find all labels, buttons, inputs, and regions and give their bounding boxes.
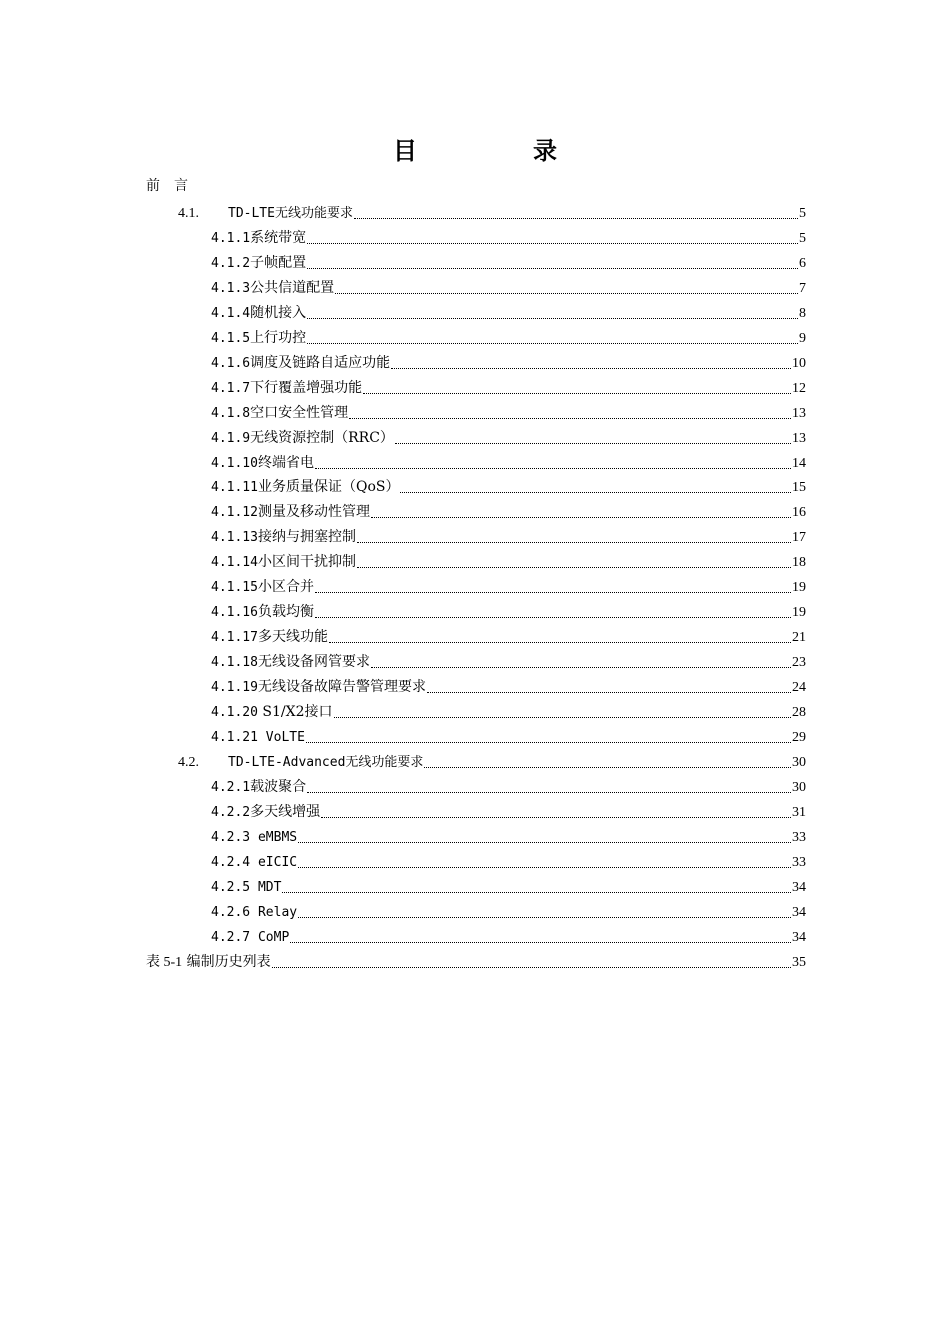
toc-entry[interactable] (211, 525, 806, 547)
dot-leader (307, 242, 798, 244)
toc-entry-number: 4.2.7 (211, 929, 251, 945)
toc-entry-label (146, 953, 271, 972)
toc-entry-title: MDT (250, 879, 282, 895)
dot-leader (427, 691, 791, 693)
toc-entry[interactable] (211, 850, 806, 872)
toc-title: 目 录 (393, 137, 603, 165)
toc-entry-title: 小区合并 (257, 579, 314, 596)
toc-entry-page-number: 9 (799, 330, 806, 346)
toc-entry-title: 多天线功能 (257, 629, 328, 646)
dot-leader (315, 616, 791, 618)
toc-entry[interactable] (211, 600, 806, 622)
toc-entry-number: 4.2.3 (211, 829, 251, 845)
toc-entry-title: TD-LTE无线功能要求 (228, 206, 353, 221)
toc-entry-number: 4.1.21 (211, 729, 258, 745)
toc-entry-label (211, 653, 370, 672)
toc-entry[interactable] (211, 875, 806, 897)
toc-entry-page-number: 13 (792, 405, 806, 421)
toc-entry-page-number: 29 (792, 729, 806, 745)
toc-entry-number: 表 5-1 (146, 954, 183, 970)
toc-entry-label (211, 603, 314, 622)
toc-entry[interactable] (211, 475, 806, 497)
toc-entry-title: S1/X2接口 (257, 704, 333, 720)
dot-leader (321, 816, 791, 818)
dot-leader (329, 641, 791, 643)
toc-entry-number: 4.1.12 (211, 505, 258, 521)
toc-entry-number: 4.1.5 (211, 330, 251, 346)
toc-entry[interactable] (211, 925, 806, 947)
dot-leader (334, 716, 791, 718)
toc-entry-number: 4.2.1 (211, 779, 251, 795)
toc-entry-title: 空口安全性管理 (250, 404, 349, 421)
toc-entry[interactable] (211, 351, 806, 373)
toc-entry-page-number: 21 (792, 630, 806, 646)
toc-entry-title: 接纳与拥塞控制 (257, 529, 356, 546)
toc-entry-page-number: 23 (792, 655, 806, 671)
toc-entry[interactable] (211, 625, 806, 647)
toc-entry-title: 测量及移动性管理 (257, 504, 370, 521)
toc-entry-page-number: 33 (792, 854, 806, 870)
toc-entry-number: 4.1.8 (211, 405, 251, 421)
dot-leader (298, 841, 791, 843)
toc-entry-page-number: 35 (792, 954, 806, 970)
toc-entry-page-number: 30 (792, 779, 806, 795)
dot-leader (315, 467, 791, 469)
toc-entry-number: 4.1.13 (211, 530, 258, 546)
toc-entry-number: 4.1.7 (211, 380, 251, 396)
dot-leader (282, 891, 791, 893)
toc-entry-label (211, 928, 289, 947)
toc-entry-number: 4.1. (178, 206, 199, 221)
toc-entry[interactable] (211, 426, 806, 448)
toc-entry-page-number: 5 (799, 230, 806, 246)
toc-entry-label (211, 853, 297, 872)
dot-leader (272, 966, 791, 968)
toc-entry[interactable] (211, 376, 806, 398)
toc-entry-number: 4.2.2 (211, 804, 251, 820)
toc-entry-number: 4.1.19 (211, 680, 258, 696)
toc-entry-number: 4.2.5 (211, 879, 251, 895)
toc-entry-label (211, 229, 306, 248)
toc-entry-label (211, 404, 348, 423)
toc-entry-page-number: 7 (799, 280, 806, 296)
toc-entry-number: 4.2.4 (211, 854, 251, 870)
toc-entry-label (211, 429, 394, 448)
toc-entry-number: 4.1.2 (211, 255, 251, 271)
dot-leader (298, 866, 791, 868)
toc-entry-page-number: 14 (792, 455, 806, 471)
toc-entry-label (211, 329, 306, 348)
toc-entry[interactable] (211, 326, 806, 348)
dot-leader (395, 442, 791, 444)
toc-entry-title: CoMP (250, 929, 290, 945)
toc-entry[interactable] (211, 775, 806, 797)
dot-leader (371, 666, 791, 668)
dot-leader (307, 791, 791, 793)
toc-entry-page-number: 17 (792, 530, 806, 546)
toc-entry-number: 4.1.17 (211, 630, 258, 646)
toc-entry[interactable] (146, 950, 806, 972)
toc-entry-title: 系统带宽 (250, 229, 307, 246)
toc-entry[interactable] (211, 251, 806, 273)
toc-entry-page-number: 16 (792, 505, 806, 521)
toc-entry-label (211, 578, 314, 597)
toc-entry[interactable] (211, 575, 806, 597)
toc-entry-number: 4.2.6 (211, 904, 251, 920)
dot-leader (306, 741, 791, 743)
toc-entry-number: 4.2. (178, 754, 199, 770)
toc-entry-page-number: 31 (792, 804, 806, 820)
toc-entry-number: 4.1.3 (211, 280, 251, 296)
toc-entry[interactable] (211, 700, 806, 722)
toc-entry-page-number: 6 (799, 255, 806, 271)
toc-entry-page-number: 5 (799, 206, 806, 221)
toc-entry-title: TD-LTE-Advanced无线功能要求 (228, 754, 424, 770)
toc-entry[interactable] (211, 500, 806, 522)
toc-entry[interactable] (211, 650, 806, 672)
toc-entry-title: 子帧配置 (250, 254, 307, 271)
toc-entry-page-number: 19 (792, 580, 806, 596)
toc-entry-page-number: 18 (792, 555, 806, 571)
toc-entry-page-number: 15 (792, 480, 806, 496)
toc-entry-page-number: 12 (792, 380, 806, 396)
toc-entry[interactable] (211, 725, 806, 747)
toc-entry-label (211, 878, 281, 897)
toc-entry[interactable] (211, 301, 806, 323)
toc-entry-number: 4.1.4 (211, 305, 251, 321)
toc-entry-title: 业务质量保证（QoS） (257, 479, 400, 496)
toc-entry-label (211, 478, 399, 497)
toc-entry[interactable] (211, 401, 806, 423)
toc-entry[interactable] (178, 201, 806, 223)
toc-entry-title: 终端省电 (257, 454, 314, 471)
dot-leader (307, 267, 798, 269)
toc-entry-label (211, 503, 370, 522)
toc-entry[interactable] (178, 750, 806, 772)
toc-entry-page-number: 33 (792, 829, 806, 845)
toc-entry-title: 公共信道配置 (250, 279, 335, 296)
toc-entry-number: 4.1.11 (211, 480, 258, 496)
toc-entry-page-number: 34 (792, 929, 806, 945)
toc-entry-title: eMBMS (250, 829, 298, 845)
toc-entry-title: 小区间干扰抑制 (257, 554, 356, 571)
toc-entry-label (211, 279, 334, 298)
dot-leader (400, 491, 791, 493)
toc-entry-label (211, 728, 305, 747)
toc-entry-label (211, 803, 320, 822)
toc-entry-page-number: 30 (792, 754, 806, 770)
toc-entry-title: 编制历史列表 (182, 953, 271, 970)
dot-leader (357, 541, 791, 543)
dot-leader (315, 591, 791, 593)
toc-entry[interactable] (211, 550, 806, 572)
dot-leader (307, 317, 798, 319)
toc-entry-label (211, 254, 306, 273)
toc-entry-label (211, 553, 356, 572)
toc-entry-label (211, 528, 356, 547)
toc-entry-title: 随机接入 (250, 304, 307, 321)
toc-entry-label (178, 753, 423, 772)
toc-entry-page-number: 19 (792, 605, 806, 621)
dot-leader (371, 516, 791, 518)
toc-entry-title: 负载均衡 (257, 604, 314, 621)
dot-leader (424, 766, 791, 768)
toc-entry-number: 4.1.1 (211, 230, 251, 246)
toc-entry-title: 无线设备故障告警管理要求 (257, 679, 426, 696)
toc-entry-number: 4.1.10 (211, 455, 258, 471)
toc-entry[interactable] (211, 451, 806, 473)
toc-entry[interactable] (211, 226, 806, 248)
toc-entry-label (211, 379, 362, 398)
dot-leader (357, 566, 791, 568)
dot-leader (391, 367, 791, 369)
toc-entry[interactable] (211, 675, 806, 697)
toc-entry-title: 无线设备网管要求 (257, 654, 370, 671)
toc-entry-number: 4.1.6 (211, 355, 251, 371)
toc-entry-page-number: 34 (792, 879, 806, 895)
toc-entry-title: 上行功控 (250, 329, 307, 346)
toc-entry[interactable] (211, 800, 806, 822)
preface-heading: 前言 (146, 178, 202, 194)
toc-entry-label (211, 778, 306, 797)
toc-entry[interactable] (211, 900, 806, 922)
toc-entry-number: 4.1.20 (211, 705, 258, 720)
toc-entry-number: 4.1.18 (211, 655, 258, 671)
toc-entry-label (178, 204, 353, 223)
toc-entry-title: 下行覆盖增强功能 (250, 379, 363, 396)
toc-entry-page-number: 28 (792, 705, 806, 720)
toc-entry-label (211, 703, 333, 722)
toc-entry-title: 无线资源控制（RRC） (250, 429, 394, 446)
toc-entry-label (211, 678, 426, 697)
toc-entry-page-number: 10 (792, 355, 806, 371)
toc-entry-label (211, 454, 314, 473)
dot-leader (363, 392, 791, 394)
dot-leader (290, 941, 791, 943)
toc-entry-label (211, 903, 297, 922)
toc-entry-label (211, 304, 306, 323)
toc-entry-label (211, 828, 297, 847)
toc-entry[interactable] (211, 276, 806, 298)
toc-entry-title: 多天线增强 (250, 803, 321, 820)
dot-leader (307, 342, 798, 344)
toc-entry[interactable] (211, 825, 806, 847)
toc-entry-page-number: 34 (792, 904, 806, 920)
toc-entry-number: 4.1.9 (211, 430, 251, 446)
toc-entry-number: 4.1.14 (211, 555, 258, 571)
toc-entry-number: 4.1.15 (211, 580, 258, 596)
toc-entry-title: VoLTE (257, 729, 305, 745)
toc-entry-page-number: 13 (792, 430, 806, 446)
toc-entry-title: eICIC (250, 854, 298, 870)
toc-entry-page-number: 8 (799, 305, 806, 321)
toc-entry-title: Relay (250, 904, 298, 920)
toc-entry-page-number: 24 (792, 680, 806, 696)
dot-leader (349, 417, 791, 419)
toc-entry-number: 4.1.16 (211, 605, 258, 621)
dot-leader (298, 916, 791, 918)
toc-entry-label (211, 354, 390, 373)
dot-leader (354, 217, 798, 219)
toc-entry-title: 载波聚合 (250, 778, 307, 795)
toc-entry-title: 调度及链路自适应功能 (250, 354, 391, 371)
dot-leader (335, 292, 798, 294)
toc-entry-label (211, 628, 328, 647)
